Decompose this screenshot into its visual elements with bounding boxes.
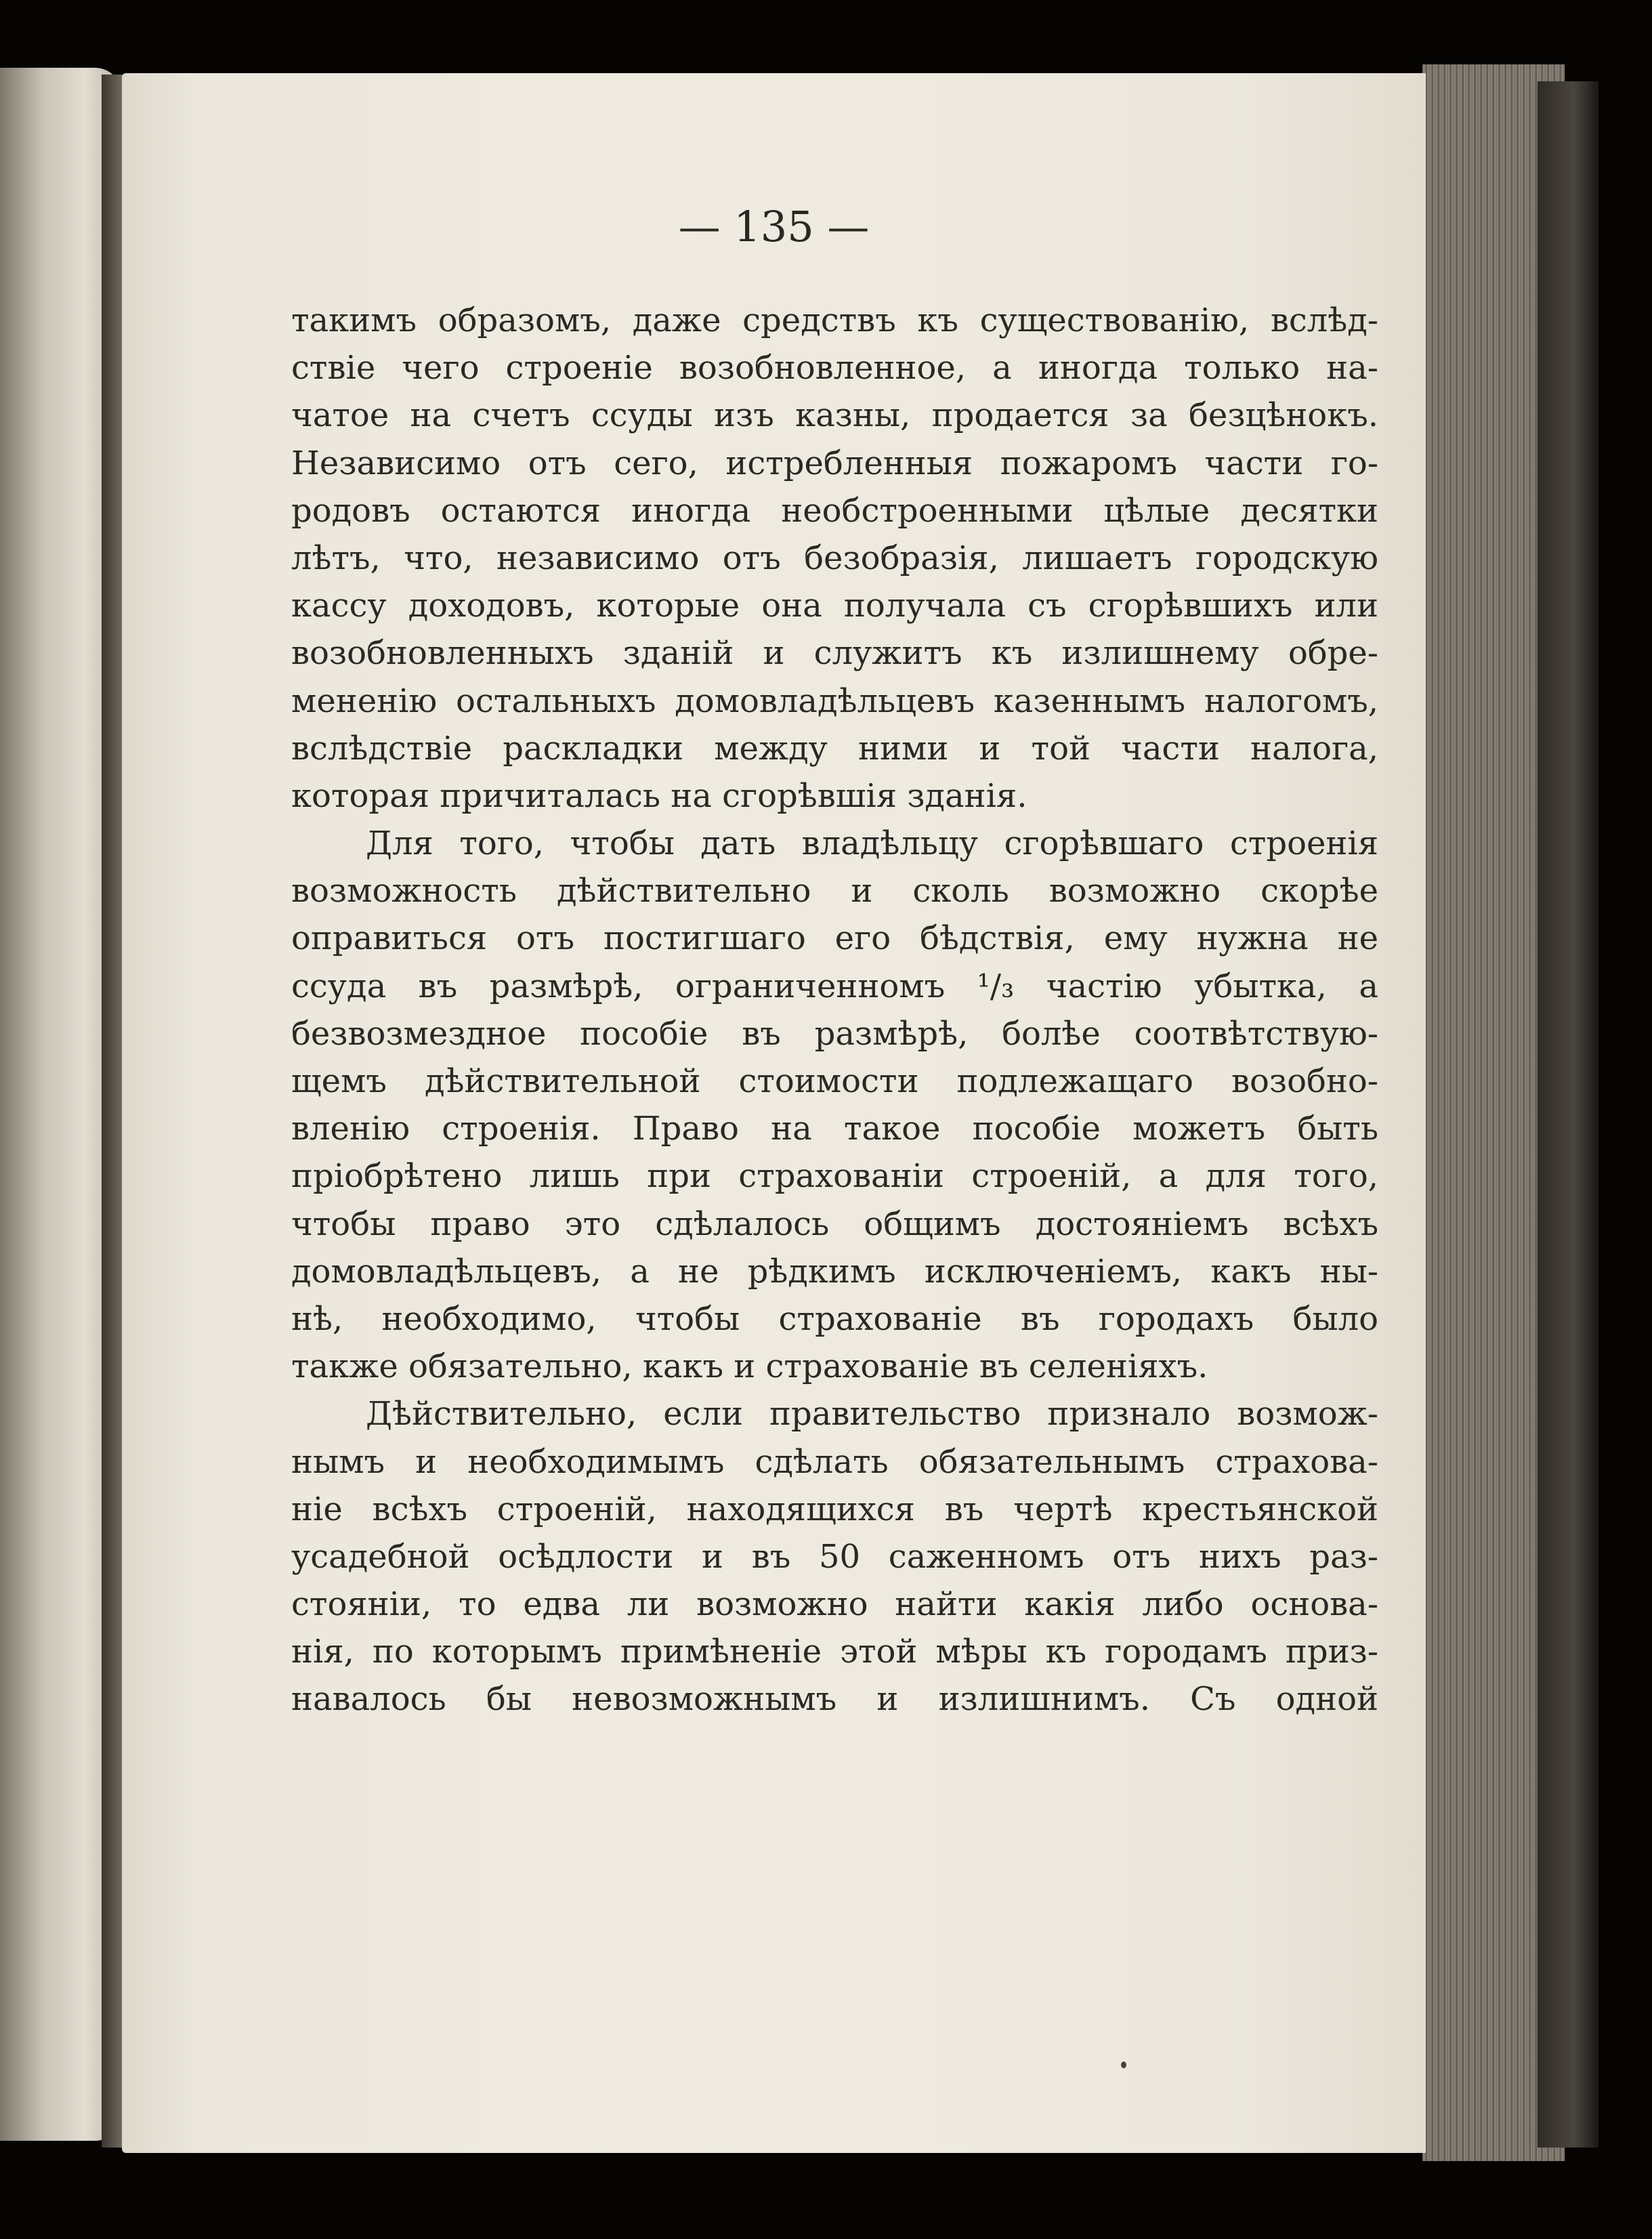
text-line: чтобы право это сдѣлалось общимъ достоянiемъ всѣхъ — [291, 1205, 1378, 1243]
book-cover-edge — [1538, 81, 1598, 2148]
text-line: лѣтъ, что, независимо отъ безобразiя, лишаетъ городскую — [291, 539, 1378, 577]
text-line: Дѣйствительно, если правительство признало возмож- — [366, 1395, 1378, 1434]
text-line: нiе всѣхъ строенiй, находящихся въ чертѣ крестьянской — [291, 1490, 1378, 1528]
book-page — [122, 73, 1426, 2153]
text-line: возобновленныхъ зданiй и служитъ къ излишнему обре- — [291, 634, 1378, 673]
page-text — [291, 297, 1378, 1723]
text-line: стоянiи, то едва ли возможно найти какiя либо основа- — [291, 1585, 1378, 1624]
text-line: нѣ, необходимо, чтобы страхованiе въ городахъ было — [291, 1299, 1378, 1338]
text-line: навалось бы невозможнымъ и излишнимъ. Съ одной — [291, 1680, 1378, 1719]
text-line: ссуда въ размѣрѣ, ограниченномъ ¹/₃ частiю убытка, а — [291, 967, 1378, 1005]
text-line: усадебной осѣдлости и въ 50 саженномъ отъ нихъ раз- — [291, 1537, 1378, 1576]
text-line: нымъ и необходимымъ сдѣлать обязательнымъ страхова- — [291, 1442, 1378, 1481]
text-line: мененiю остальныхъ домовладѣльцевъ казеннымъ налогомъ, — [291, 682, 1378, 720]
text-line: безвозмездное пособiе въ размѣрѣ, болѣе соотвѣтствую- — [291, 1014, 1378, 1053]
text-line: Независимо отъ сего, истребленныя пожаромъ части го- — [291, 444, 1378, 482]
text-line: такимъ образомъ, даже средствъ къ существованiю, вслѣд- — [291, 301, 1378, 339]
text-line: Для того, чтобы дать владѣльцу сгорѣвшаго строенiя — [366, 824, 1378, 863]
text-line: кассу доходовъ, которые она получала съ сгорѣвшихъ или — [291, 587, 1378, 625]
text-line: возможность дѣйствительно и сколь возможно скорѣе — [291, 872, 1378, 911]
text-line: домовладѣльцевъ, а не рѣдкимъ исключенiемъ, какъ ны- — [291, 1252, 1378, 1291]
ink-speck — [1121, 2062, 1126, 2068]
text-line: нiя, по которымъ примѣненiе этой мѣры къ городамъ приз- — [291, 1633, 1378, 1671]
text-line: вленiю строенiя. Право на такое пособiе можетъ быть — [291, 1110, 1378, 1148]
text-line: прiобрѣтено лишь при страхованiи строенiй, а для того, — [291, 1157, 1378, 1196]
page-number: — 135 — — [678, 202, 870, 251]
text-line: оправиться отъ постигшаго его бѣдствiя, ему нужна не — [291, 919, 1378, 958]
text-line: щемъ дѣйствительной стоимости подлежащаго возобно- — [291, 1062, 1378, 1100]
text-line: также обязательно, какъ и страхованiе въ селенiяхъ. — [291, 1347, 1208, 1386]
text-line: вслѣдствiе раскладки между ними и той части налога, — [291, 729, 1378, 768]
text-line: которая причиталась на сгорѣвшiя зданiя. — [291, 776, 1028, 815]
text-line: ствiе чего строенiе возобновленное, а иногда только на- — [291, 349, 1378, 388]
text-line: родовъ остаются иногда необстроенными цѣлые десятки — [291, 491, 1378, 530]
text-line: чатое на счетъ ссуды изъ казны, продается за безцѣнокъ. — [291, 396, 1378, 435]
